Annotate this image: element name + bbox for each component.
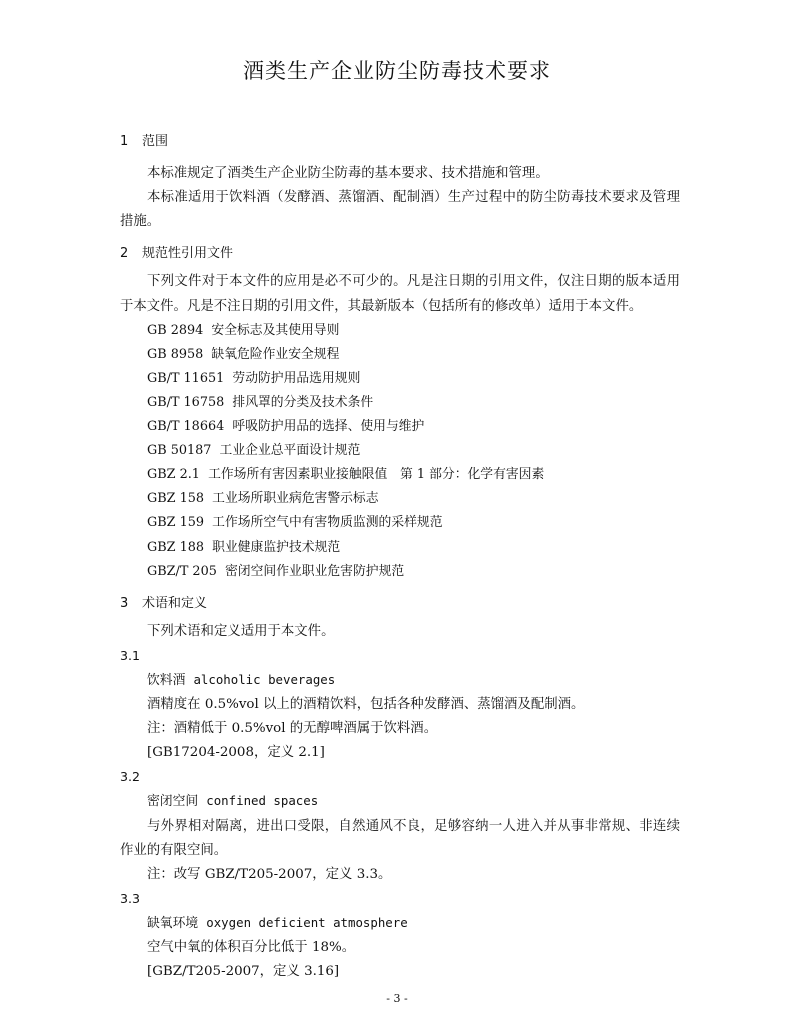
section-title: 术语和定义 [142, 595, 208, 611]
reference-name: 密闭空间作业职业危害防护规范 [225, 563, 405, 579]
reference-name: 呼吸防护用品的选择、使用与维护 [232, 419, 425, 435]
reference-name: 职业健康监护技术规范 [212, 539, 341, 555]
reference-code: GBZ/T 205 [147, 563, 217, 579]
term-note: 注：改写 GBZ/T205-2007，定义 3.3。 [147, 866, 392, 882]
section-number: 1 [120, 134, 129, 149]
section-title: 范围 [142, 134, 169, 149]
term-definition: 空气中氧的体积百分比低于 18%。 [147, 940, 356, 955]
paragraph: 下列文件对于本文件的应用是必不可少的。凡是注日期的引用文件，仅注日期的版本适用于本文件。凡是不注日期的引用文件，其最新版本（包括所有的修改单）适用于本文件。 [120, 274, 680, 314]
reference-item [120, 487, 680, 511]
document-title: 酒类生产企业防尘防毒技术要求 [243, 59, 551, 83]
reference-code: GB 2894 [147, 322, 204, 338]
reference-name: 工业场所职业病危害警示标志 [212, 491, 379, 507]
term-heading [120, 789, 680, 814]
paragraph: 下列术语和定义适用于本文件。 [147, 623, 335, 639]
term-en: oxygen deficient atmosphere [206, 914, 408, 930]
section-number: 3 [120, 595, 129, 611]
reference-item [120, 536, 680, 560]
reference-name: 排风罩的分类及技术条件 [232, 394, 374, 410]
term-en: confined spaces [206, 793, 319, 809]
term-en: alcoholic beverages [193, 671, 336, 687]
reference-code: GB/T 18664 [147, 419, 225, 435]
clause-number: 3.1 [120, 647, 141, 663]
term-heading [120, 668, 680, 693]
reference-code: GB/T 16758 [147, 394, 225, 410]
reference-code: GB/T 11651 [147, 370, 225, 386]
reference-name: 安全标志及其使用导则 [211, 322, 340, 338]
clause-number: 3.3 [120, 890, 141, 906]
reference-item [120, 463, 680, 487]
reference-name: 工作场所空气中有害物质监测的采样规范 [212, 515, 443, 531]
term-source: [GB17204-2008，定义 2.1] [147, 745, 325, 761]
page-number: - 3 - [386, 992, 408, 1005]
reference-code: GBZ 188 [147, 539, 205, 555]
reference-code: GBZ 159 [147, 515, 205, 531]
term-zh: 密闭空间 [147, 794, 199, 810]
reference-item [120, 439, 680, 463]
term-zh: 饮料酒 [147, 672, 186, 688]
reference-item [120, 511, 680, 535]
section-number: 2 [120, 246, 129, 262]
term-zh: 缺氧环境 [147, 915, 199, 931]
reference-code: GB 8958 [147, 346, 204, 362]
document-body [120, 130, 680, 984]
reference-item [120, 391, 680, 415]
reference-code: GBZ 158 [147, 491, 205, 507]
term-source: [GBZ/T205-2007，定义 3.16] [147, 964, 340, 980]
section-title: 规范性引用文件 [142, 246, 234, 262]
paragraph: 本标准规定了酒类生产企业防尘防毒的基本要求、技术措施和管理。 [147, 166, 549, 182]
reference-item [120, 560, 680, 584]
term-definition: 与外界相对隔离，进出口受限，自然通风不良，足够容纳一人进入并从事非常规、非连续作业的有限空间。 [120, 818, 680, 858]
paragraph: 本标准适用于饮料酒（发酵酒、蒸馏酒、配制酒）生产过程中的防尘防毒技术要求及管理措施。 [120, 190, 680, 230]
reference-code: GB 50187 [147, 443, 212, 459]
reference-item [120, 415, 680, 439]
section-heading-terms [120, 592, 680, 616]
reference-item [120, 343, 680, 367]
section-heading-normative [120, 242, 680, 266]
reference-item [120, 319, 680, 343]
reference-item [120, 367, 680, 391]
term-heading [120, 911, 680, 936]
term-note: 注：酒精低于 0.5%vol 的无醇啤酒属于饮料酒。 [147, 721, 438, 737]
reference-name: 缺氧危险作业安全规程 [211, 346, 340, 362]
term-definition: 酒精度在 0.5%vol 以上的酒精饮料，包括各种发酵酒、蒸馏酒及配制酒。 [147, 697, 585, 713]
reference-name: 劳动防护用品选用规则 [232, 370, 361, 386]
reference-name: 工作场所有害因素职业接触限值 第 1 部分：化学有害因素 [208, 467, 545, 483]
reference-code: GBZ 2.1 [147, 467, 200, 483]
section-heading-scope [120, 130, 680, 154]
reference-name: 工业企业总平面设计规范 [219, 443, 361, 459]
clause-number: 3.2 [120, 769, 141, 785]
